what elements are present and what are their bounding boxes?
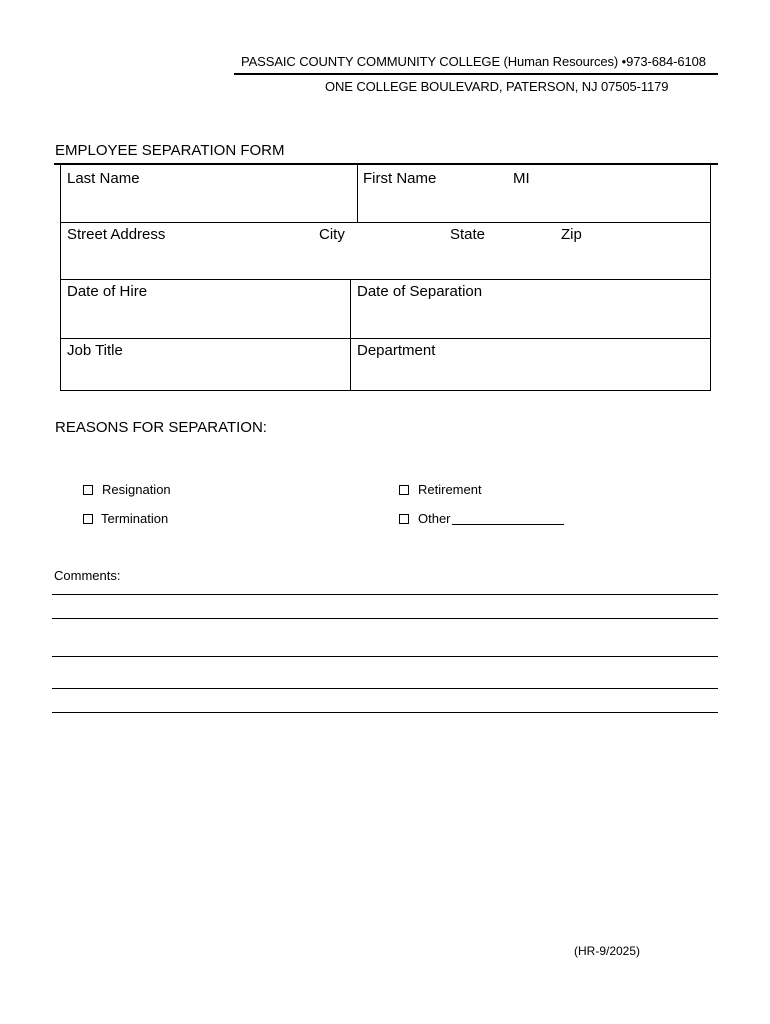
reasons-heading: REASONS FOR SEPARATION: [55,419,267,436]
street-address-field[interactable]: Street Address [67,226,166,243]
retirement-option[interactable] [399,482,482,497]
college-header: PASSAIC COUNTY COMMUNITY COLLEGE (Human Resources) •973-684-6108 [241,54,706,69]
job-title-field[interactable]: Job Title [67,342,123,359]
row-divider-1 [61,222,710,223]
other-specify-line[interactable] [452,512,564,525]
other-checkbox[interactable] [399,514,409,524]
row-divider-3 [61,338,710,339]
employee-info-table [60,165,711,391]
retirement-label: Retirement [418,482,482,497]
divider-name-row [357,165,358,222]
date-of-separation-field[interactable]: Date of Separation [357,283,483,300]
termination-option[interactable] [83,511,168,526]
termination-checkbox[interactable] [83,514,93,524]
middle-initial-field[interactable]: MI [513,170,530,187]
header-divider [234,73,718,75]
comment-line-5[interactable] [52,712,718,713]
comment-line-1[interactable] [52,594,718,595]
row-divider-2 [61,279,710,280]
resignation-checkbox[interactable] [83,485,93,495]
comment-line-3[interactable] [52,656,718,657]
other-option[interactable] [399,511,564,526]
form-code: (HR-9/2025) [574,944,641,958]
divider-lower-rows [350,279,351,391]
state-field[interactable]: State [450,226,486,243]
date-of-hire-field[interactable]: Date of Hire [67,283,148,300]
comment-line-4[interactable] [52,688,718,689]
other-label: Other [418,511,451,526]
retirement-checkbox[interactable] [399,485,409,495]
comment-line-2[interactable] [52,618,718,619]
city-field[interactable]: City [319,226,345,243]
first-name-field[interactable]: First Name [363,170,437,187]
termination-label: Termination [101,511,169,526]
comments-label: Comments: [54,568,121,583]
department-field[interactable]: Department [357,342,436,359]
college-address: ONE COLLEGE BOULEVARD, PATERSON, NJ 07505-1179 [325,79,669,94]
form-title: EMPLOYEE SEPARATION FORM [55,142,285,159]
last-name-field[interactable]: Last Name [67,170,140,187]
resignation-label: Resignation [102,482,171,497]
zip-field[interactable]: Zip [561,226,582,243]
resignation-option[interactable] [83,482,171,497]
